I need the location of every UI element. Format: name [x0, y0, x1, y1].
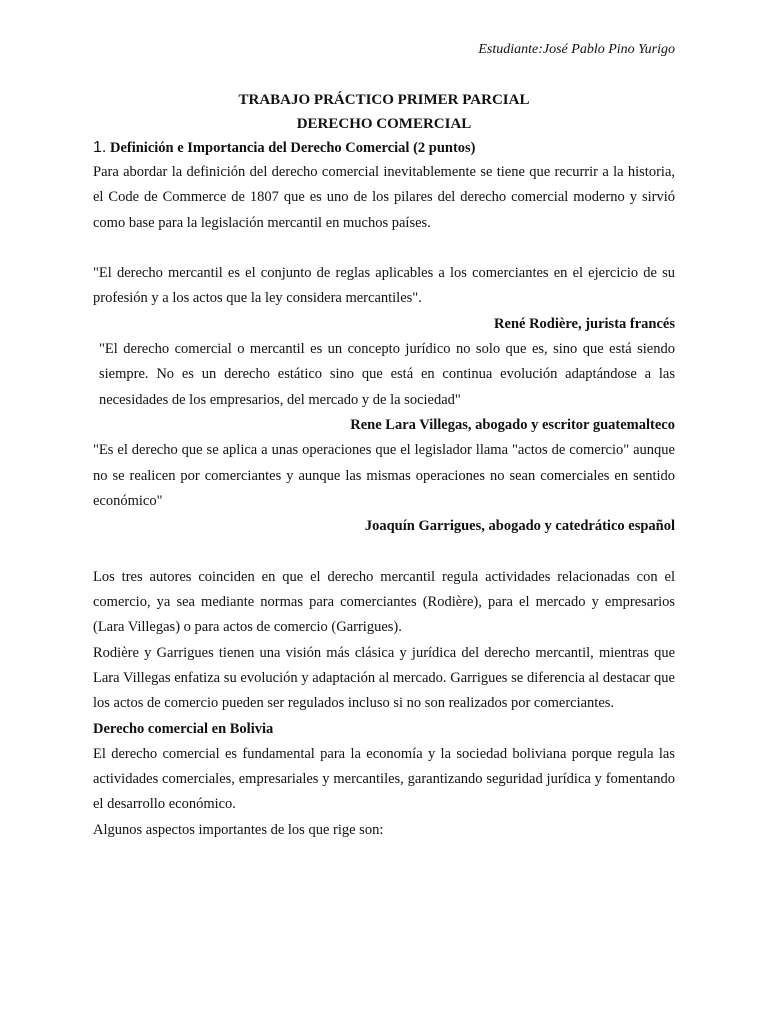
- quote-garrigues: "Es el derecho que se aplica a unas operaciones que el legislador llama "actos de comercio" aunque no se realicen por comerciantes y aunque las mismas operaciones no sean comerciales en sentido económico": [93, 442, 675, 509]
- spacer: [93, 539, 675, 564]
- student-name: José Pablo Pino Yurigo: [542, 42, 675, 57]
- author-rodiere: René Rodière, jurista francés: [494, 315, 675, 332]
- intro-paragraph: Para abordar la definición del derecho comercial inevitablemente se tiene que recurrir a la historia, el Code de Commerce de 1807 que es uno de los pilares del derecho comercial moderno y sirvió como base para la legislación mercantil en muchos países.: [93, 164, 675, 231]
- section-title: Definición e Importancia del Derecho Comercial (2 puntos): [109, 140, 476, 156]
- document-content: [93, 40, 675, 843]
- section-heading: [93, 136, 675, 160]
- author-lara-villegas: Rene Lara Villegas, abogado y escritor guatemalteco: [350, 416, 675, 433]
- student-header: [93, 40, 675, 60]
- analysis-paragraph-2: Rodière y Garrigues tienen una visión más clásica y jurídica del derecho mercantil, mientras que Lara Villegas enfatiza su evolución y adaptación al mercado. Garrigues se diferencia al destacar que los actos de comercio pueden ser regulados incluso si no son realizados por comerciantes.: [93, 644, 675, 712]
- student-label: Estudiante: [478, 42, 539, 57]
- document-subtitle: DERECHO COMERCIAL: [296, 116, 472, 132]
- quote-lara-villegas: "El derecho comercial o mercantil es un concepto jurídico no solo que es, sino que está siendo siempre. No es un derecho estático sino que está en continua evolución adaptándose a las necesidades de los empresarios, del mercado y de la sociedad": [99, 341, 675, 408]
- document-title: TRABAJO PRÁCTICO PRIMER PARCIAL: [238, 92, 530, 108]
- section-number: 1.: [93, 139, 107, 156]
- student-separator: :: [538, 42, 543, 57]
- analysis-paragraph-1: Los tres autores coinciden en que el derecho mercantil regula actividades relacionadas con el comercio, ya sea mediante normas para comerciantes (Rodière), para el mercado y empresarios (Lara Villegas) o para actos de comercio (Garrigues).: [93, 568, 675, 636]
- bolivia-paragraph: El derecho comercial es fundamental para la economía y la sociedad boliviana porque regula las actividades comerciales, empresariales y mercantiles, garantizando seguridad jurídica y fomentando el desarrollo económico.: [93, 745, 675, 813]
- spacer: [93, 236, 675, 261]
- aspects-intro: Algunos aspectos importantes de los que rige son:: [93, 821, 384, 838]
- bolivia-heading: Derecho comercial en Bolivia: [93, 720, 274, 737]
- quote-rodiere: "El derecho mercantil es el conjunto de reglas aplicables a los comerciantes en el ejercicio de su profesión y a los actos que la ley considera mercantiles".: [93, 265, 675, 307]
- author-garrigues: Joaquín Garrigues, abogado y catedrático español: [364, 518, 675, 535]
